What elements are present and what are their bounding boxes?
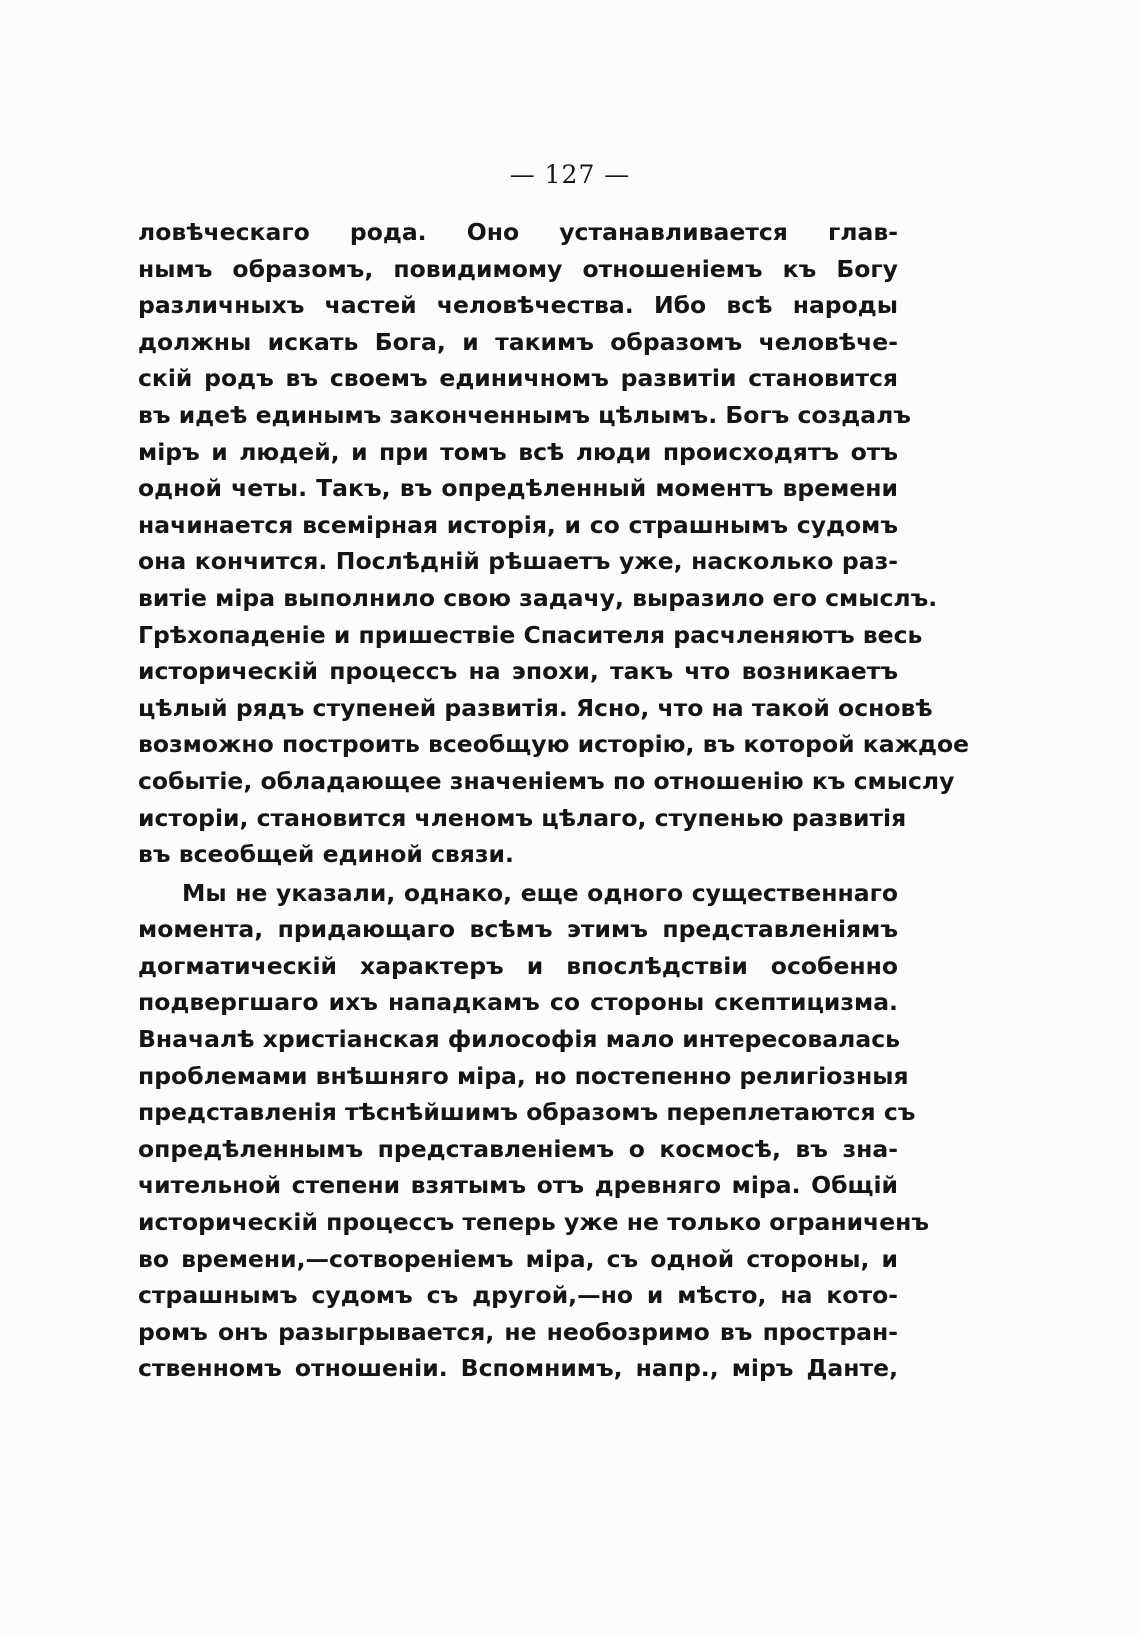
- text-line: витіе міра выполнило свою задачу, выразило его смыслъ.: [138, 583, 938, 612]
- body-text: [138, 214, 970, 1387]
- text-line: должны искать Бога, и такимъ образомъ человѣче-: [138, 327, 898, 356]
- text-line: чительной степени взятымъ отъ древняго міра. Общій: [138, 1171, 898, 1200]
- text-line: нымъ образомъ, повидимому отношеніемъ къ Богу: [138, 254, 898, 283]
- text-line: міръ и людей, и при томъ всѣ люди происходятъ отъ: [138, 437, 898, 466]
- text-line: историческій процессъ теперь уже не только ограниченъ: [138, 1208, 930, 1237]
- page-number: — 127 —: [509, 160, 631, 189]
- text-line: событіе, обладающее значеніемъ по отношенію къ смыслу: [138, 766, 955, 795]
- text-line: она кончится. Послѣдній рѣшаетъ уже, насколько раз-: [138, 547, 898, 576]
- text-line: начинается всемірная исторія, и со страшнымъ судомъ: [138, 510, 898, 539]
- text-line: подвергшаго ихъ нападкамъ со стороны скептицизма.: [138, 988, 898, 1017]
- text-line: ромъ онъ разыгрывается, не необозримо въ простран-: [138, 1317, 898, 1346]
- text-line: одной четы. Такъ, въ опредѣленный моментъ времени: [138, 474, 898, 503]
- text-line: историческій процессъ на эпохи, такъ что возникаетъ: [138, 657, 898, 686]
- text-line: проблемами внѣшняго міра, но постепенно религіозныя: [138, 1061, 909, 1090]
- text-line: во времени,—сотвореніемъ міра, съ одной стороны, и: [138, 1244, 898, 1273]
- text-line: возможно построить всеобщую исторію, въ которой каждое: [138, 730, 970, 759]
- text-line: момента, придающаго всѣмъ этимъ представленіямъ: [138, 915, 898, 944]
- text-line: въ всеобщей единой связи.: [138, 840, 514, 869]
- paragraph-1: [138, 214, 970, 873]
- text-line: опредѣленнымъ представленіемъ о космосѣ, въ зна-: [138, 1134, 898, 1163]
- text-line: исторіи, становится членомъ цѣлаго, ступенью развитія: [138, 803, 907, 832]
- text-line: скій родъ въ своемъ единичномъ развитіи становится: [138, 364, 898, 393]
- text-line: различныхъ частей человѣчества. Ибо всѣ народы: [138, 291, 898, 320]
- text-line: страшнымъ судомъ съ другой,—но и мѣсто, на кото-: [138, 1281, 898, 1310]
- text-line: догматическій характеръ и впослѣдствіи особенно: [138, 951, 898, 980]
- paragraph-2: [138, 875, 930, 1387]
- text-line: ственномъ отношеніи. Вспомнимъ, напр., міръ Данте,: [138, 1354, 898, 1383]
- text-line: ловѣческаго рода. Оно устанавливается глав-: [138, 218, 898, 246]
- text-line: представленія тѣснѣйшимъ образомъ переплетаются съ: [138, 1098, 916, 1127]
- text-line: въ идеѣ единымъ законченнымъ цѣлымъ. Богъ создалъ: [138, 400, 911, 429]
- text-line: Мы не указали, однако, еще одного существеннаго: [182, 878, 898, 907]
- text-line: Вначалѣ христіанская философія мало интересовалась: [138, 1025, 900, 1054]
- text-line: цѣлый рядъ ступеней развитія. Ясно, что на такой основѣ: [138, 693, 933, 722]
- text-line: Грѣхопаденіе и пришествіе Спасителя расчленяютъ весь: [138, 620, 923, 649]
